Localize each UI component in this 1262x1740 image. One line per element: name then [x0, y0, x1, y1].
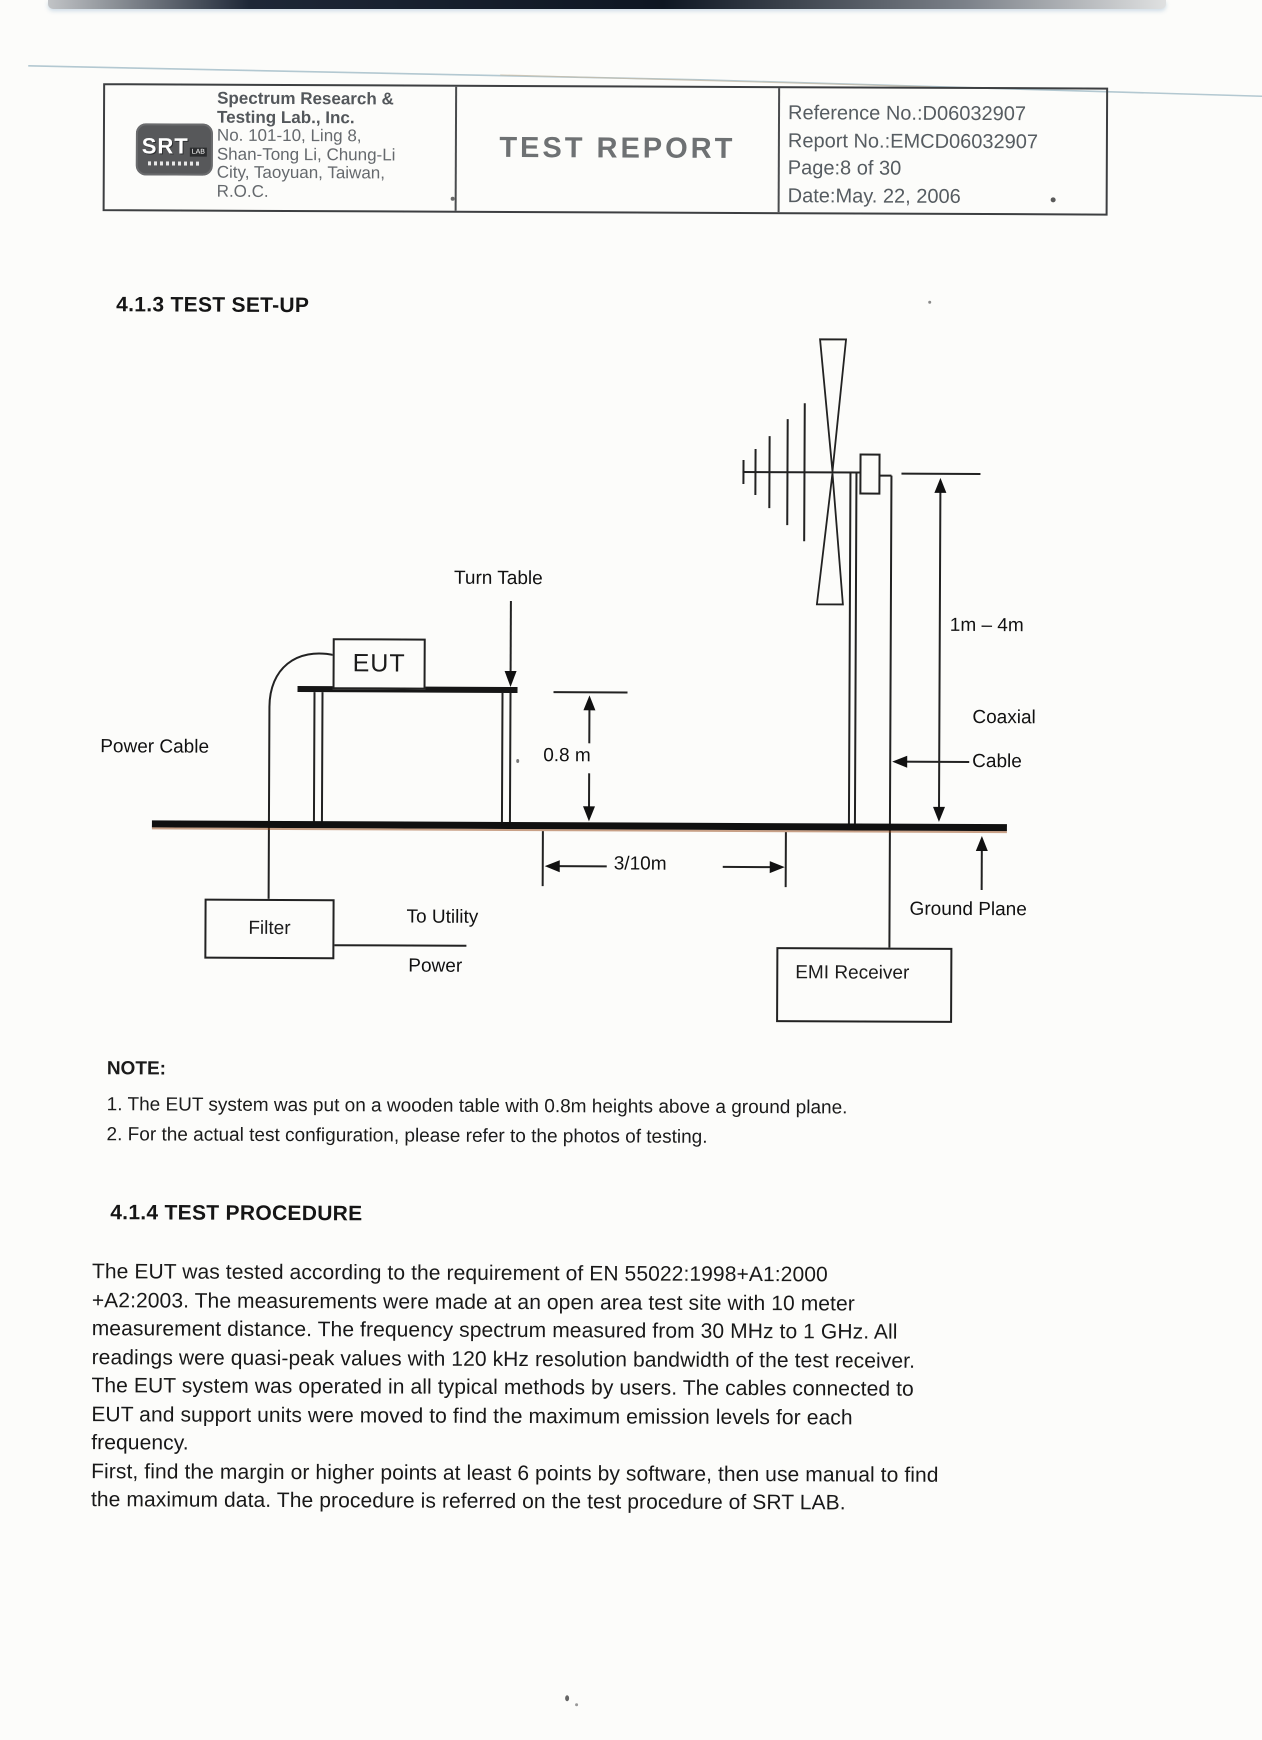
filter-label: Filter: [248, 917, 291, 940]
setup-heading: 4.1.3 TEST SET-UP: [116, 293, 310, 318]
procedure-line: The EUT was tested according to the requirement of EN 55022:1998+A1:2000: [91, 1260, 828, 1287]
page-number: Page:8 of 30: [787, 157, 902, 180]
company-line: Testing Lab., Inc.: [216, 107, 355, 127]
company-line: Shan-Tong Li, Chung-Li: [216, 144, 396, 165]
procedure-line: readings were quasi-peak values with 120 kHz resolution bandwidth of the test receiver.: [91, 1345, 916, 1373]
report-no: Report No.:EMCD06032907: [787, 129, 1039, 153]
note-item: 1. The EUT system was put on a wooden table with 0.8m heights above a ground plane.: [106, 1094, 848, 1119]
company-line: Spectrum Research &: [217, 88, 394, 109]
procedure-heading: 4.1.4 TEST PROCEDURE: [110, 1201, 363, 1226]
note-item: 2. For the actual test configuration, please refer to the photos of testing.: [106, 1124, 708, 1148]
distance-label: 3/10m: [613, 853, 667, 875]
arrowhead: [770, 861, 785, 873]
turn-table-label: Turn Table: [453, 567, 543, 590]
to-utility-label-line2: Power: [408, 955, 463, 977]
filter-box: [204, 899, 334, 960]
note-heading: NOTE:: [106, 1058, 167, 1080]
bowtie-antenna-upper: [819, 339, 846, 471]
procedure-line: EUT and support units were moved to find the maximum emission levels for each: [91, 1402, 853, 1429]
reference-no: Reference No.:D06032907: [787, 102, 1027, 126]
procedure-line: +A2:2003. The measurements were made at an open area test site with 10 meter: [91, 1288, 855, 1315]
coaxial-label-line1: Coaxial: [972, 706, 1036, 729]
scan-speck: [565, 1695, 569, 1701]
logo-srt-text: SRT: [141, 133, 189, 159]
antenna-boom: [742, 472, 860, 473]
power-cable-label: Power Cable: [100, 736, 210, 758]
eut-box: [333, 638, 426, 689]
company-line: City, Taoyuan, Taiwan,: [216, 163, 386, 183]
report-date: Date:May. 22, 2006: [787, 184, 961, 208]
arrowhead: [934, 478, 946, 493]
emi-receiver-label: EMI Receiver: [795, 962, 910, 984]
procedure-paragraph: [91, 1258, 1182, 1519]
company-line: No. 101-10, Ling 8,: [216, 125, 362, 146]
dim-1m4m: [900, 474, 980, 810]
coax-line: [877, 476, 891, 948]
arrowhead: [976, 836, 988, 851]
ground-plane-label: Ground Plane: [909, 898, 1027, 921]
scan-speck: [575, 1703, 578, 1706]
company-line: R.O.C.: [216, 181, 269, 201]
coaxial-label-line2: Cable: [972, 750, 1022, 773]
arrowhead: [545, 860, 560, 872]
procedure-line: the maximum data. The procedure is referred on the test procedure of SRT LAB.: [90, 1488, 846, 1515]
antenna-height-label: 1m – 4m: [949, 614, 1024, 637]
antenna-balun: [860, 454, 879, 493]
arrowhead: [505, 671, 517, 687]
procedure-line: measurement distance. The frequency spectrum measured from 30 MHz to 1 GHz. All: [91, 1317, 898, 1344]
arrowhead: [583, 806, 595, 821]
procedure-line: frequency.: [91, 1431, 189, 1455]
arrowhead: [892, 756, 907, 768]
table-legs: [314, 692, 511, 823]
emi-receiver-box: [776, 947, 952, 1023]
bowtie-antenna-lower: [817, 473, 844, 604]
to-utility-label-line1: To Utility: [406, 906, 479, 928]
antenna-mast: [849, 472, 857, 823]
report-title: TEST REPORT: [499, 131, 736, 165]
arrowhead: [933, 807, 945, 822]
eut-label: EUT: [352, 649, 406, 678]
note-list: [107, 1090, 1007, 1154]
procedure-line: First, find the margin or higher points at least 6 points by software, then use manual to find: [91, 1459, 939, 1487]
utility-line: [334, 945, 466, 946]
logo-lab-text: LAB: [190, 148, 207, 157]
arrowhead: [583, 695, 595, 710]
procedure-line: The EUT system was operated in all typical methods by users. The cables connected to: [91, 1374, 914, 1401]
table-height-label: 0.8 m: [543, 745, 591, 767]
